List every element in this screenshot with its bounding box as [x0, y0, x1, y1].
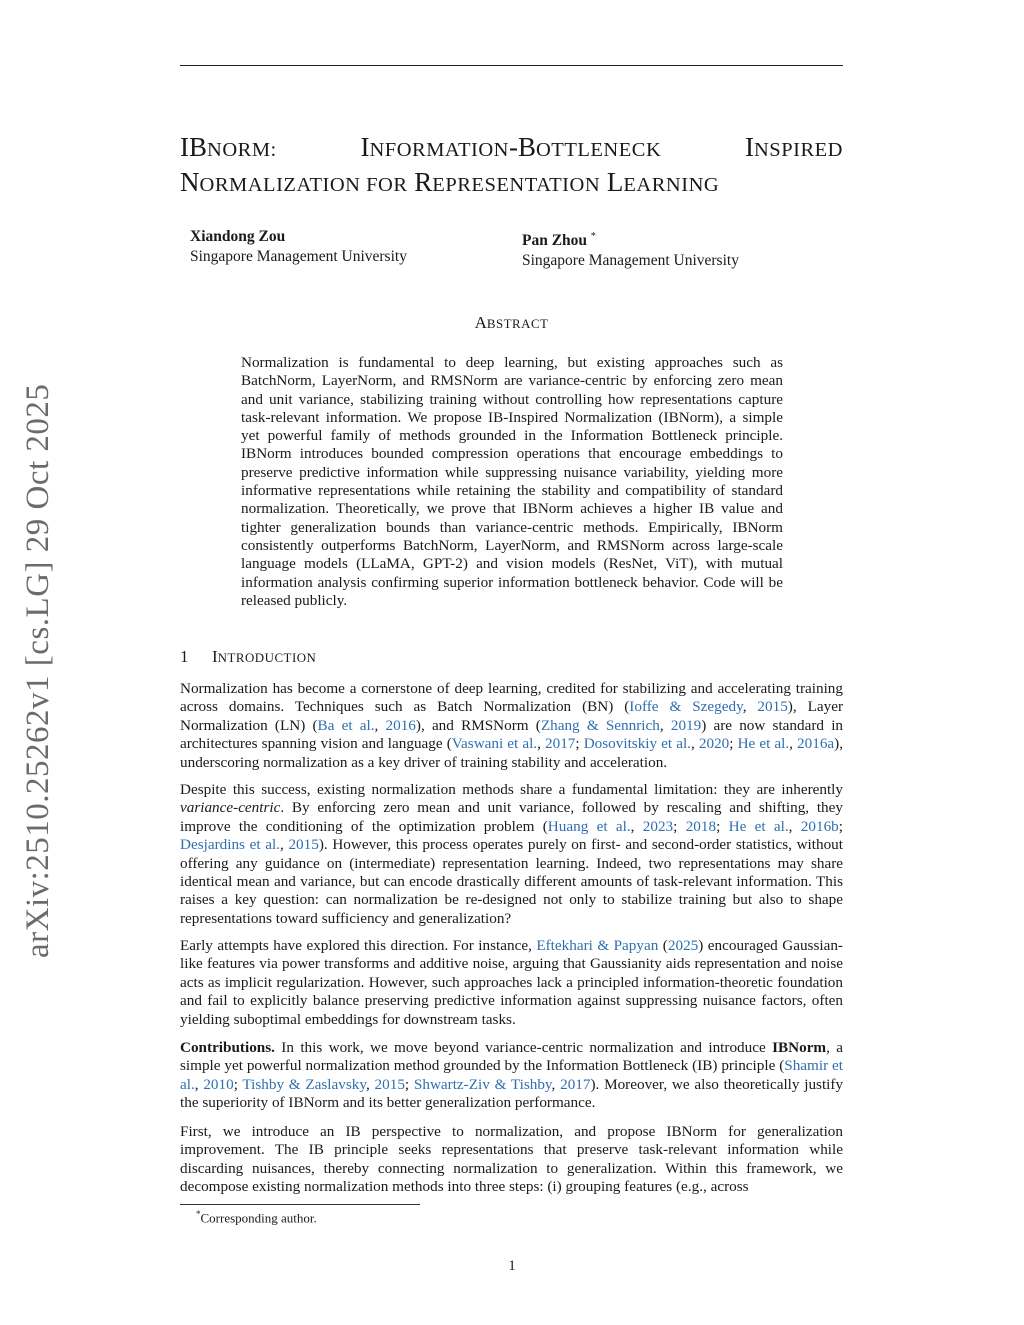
citation-link[interactable]: Eftekhari & Papyan — [536, 937, 659, 954]
citation-link[interactable]: He et al. — [737, 735, 790, 753]
footnote — [196, 1209, 317, 1226]
citation-link[interactable]: 2016 — [385, 716, 416, 734]
author-block-2 — [522, 227, 739, 271]
citation-link[interactable]: 2023 — [642, 817, 674, 835]
author-name: Xiandong Zou — [190, 228, 286, 245]
citation-link[interactable]: 2015 — [757, 698, 788, 716]
section-heading: 1 INTRODUCTION — [180, 647, 317, 666]
citation-link[interactable]: 2016b — [800, 817, 839, 835]
citation-link[interactable]: 2015 — [288, 836, 319, 854]
arxiv-watermark: arXiv:2510.25262v1 [cs.LG] 29 Oct 2025 — [20, 383, 56, 958]
citation-link[interactable]: 2019 — [670, 716, 702, 734]
author-block-1 — [190, 227, 407, 267]
top-rule — [180, 65, 843, 66]
citation-link[interactable]: Vaswani et al. — [451, 735, 538, 753]
citation-link[interactable]: 2017 — [560, 1075, 591, 1093]
author-affiliation: Singapore Management University — [522, 252, 739, 270]
ibnorm-bold: IBNorm — [772, 1039, 827, 1056]
citation-link[interactable]: Shwartz-Ziv & Tishby — [413, 1075, 552, 1093]
citation-link[interactable]: 2017 — [545, 735, 576, 753]
author-name: Pan Zhou — [522, 232, 588, 250]
citation-link[interactable]: 2015 — [374, 1075, 405, 1093]
title-word-1: IBNORM: — [180, 132, 277, 162]
page-number: 1 — [508, 1258, 516, 1274]
intro-paragraph-3: Early attempts have explored this direction. For instance, Eftekhari & Papyan (2025) encouraged Gaussian-like features via power transforms and additive noise, arguing that Gaussianity aids representation and noise acts as implicit regularization. However, such approaches lack a principled information-theoretic foundation and fail to explicitly balance preserving predictive information against suppressing nuisance factors, often yielding suboptimal embeddings for downstream tasks. — [180, 937, 843, 1028]
abstract-text: Normalization is fundamental to deep learning, but existing approaches such as BatchNorm, LayerNorm, and RMSNorm are variance-centric by enforcing zero mean and unit variance, stabilizing training without controlling how representations capture task-relevant information. We propose IB-Inspired Normalization (IBNorm), a simple yet powerful family of methods grounded in the Information Bottleneck principle. IBNorm introduces bounded compression operations that encourage embeddings to preserve predictive information while suppressing nuisance variability, yielding more informative representations while retaining the stability and compatibility of standard normalization. Theoretically, we prove that IBNorm achieves a higher IB value and tighter generalization bounds than variance-centric methods. Empirically, IBNorm consistently outperforms BatchNorm, LayerNorm, and RMSNorm across large-scale language models (LLaMA, GPT-2) and vision models (ResNet, ViT), with mutual information analysis confirming superior information bottleneck behavior. Code will be released publicly. — [241, 354, 783, 609]
citation-link[interactable]: 2025 — [667, 937, 699, 954]
intro-paragraph-1: Normalization has become a cornerstone of deep learning, credited for stabilizing and accelerating training across domains. Techniques such as Batch Normalization (BN) (Ioffe & Szegedy, 2015), Layer Normalization (LN) (Ba et al., 2016), and RMSNorm (Zhang & Sennrich, 2019) are now standard in architectures spanning vision and language (Vaswani et al., 2017; Dosovitskiy et al., 2020; He et al., 2016a), underscoring normalization as a key driver of training stability and acceleration. — [180, 680, 844, 771]
footnote-mark: * — [196, 1209, 201, 1219]
section-number: 1 — [180, 647, 189, 666]
citation-link[interactable]: He et al. — [728, 817, 789, 835]
citation-link[interactable]: Shamir et al. — [180, 1057, 843, 1093]
citation-link[interactable]: Huang et al. — [547, 817, 631, 835]
citation-link[interactable]: 2020 — [698, 735, 730, 753]
paper-title-line-1 — [180, 130, 843, 167]
emphasis: variance-centric — [180, 799, 281, 817]
contributions-lead: Contributions. — [180, 1039, 275, 1056]
author-affiliation: Singapore Management University — [190, 248, 407, 265]
citation-link[interactable]: 2018 — [685, 817, 717, 835]
citation-link[interactable]: Desjardins et al. — [180, 836, 280, 854]
citation-link[interactable]: 2016a — [797, 735, 835, 753]
abstract-heading: ABSTRACT — [474, 313, 549, 332]
title-word-3: INSPIRED — [744, 132, 843, 162]
paper-title-line-2: NORMALIZATION FOR REPRESENTATION LEARNING — [180, 167, 720, 197]
author-footnote-mark: * — [590, 231, 596, 242]
citation-link[interactable]: 2010 — [203, 1075, 234, 1093]
citation-link[interactable]: Ioffe & Szegedy — [629, 698, 743, 716]
intro-paragraph-5: First, we introduce an IB perspective to normalization, and propose IBNorm for generalization improvement. The IB principle seeks representations that preserve task-relevant information while discarding nuisances, thereby connecting normalization to generalization. Within this framework, we decompose existing normalization methods into three steps: (i) grouping features (e.g., across — [180, 1123, 843, 1196]
citation-link[interactable]: Dosovitskiy et al. — [583, 735, 691, 753]
citation-link[interactable]: Zhang & Sennrich — [540, 716, 660, 734]
footnote-text: Corresponding author. — [200, 1210, 317, 1226]
intro-paragraph-2: Despite this success, existing normalization methods share a fundamental limitation: they are inherently variance-centric. By enforcing zero mean and unit variance, followed by rescaling and shifting, they improve the conditioning of the optimization problem (Huang et al., 2023; 2018; He et al., 2016b; Desjardins et al., 2015). However, this process operates purely on first- and second-order statistics, without offering any guidance on (intermediate) representation learning. Indeed, two representations may share identical mean and variance, but can encode drastically different amounts of task-relevant information. This raises a key question: can normalization be re-designed not only to stabilize training but also to shape representations toward sufficiency and generalization? — [180, 781, 843, 927]
citation-link[interactable]: Tishby & Zaslavsky — [242, 1075, 366, 1093]
citation-link[interactable]: Ba et al. — [317, 716, 375, 734]
footnote-rule — [180, 1204, 420, 1205]
title-word-2: INFORMATION-BOTTLENECK — [360, 132, 662, 162]
contributions-paragraph: Contributions. In this work, we move beyond variance-centric normalization and introduce IBNorm, a simple yet powerful normalization method grounded by the Information Bottleneck (IB) principle (Shamir et al., 2010; Tishby & Zaslavsky, 2015; Shwartz-Ziv & Tishby, 2017). Moreover, we also theoretically justify the superiority of IBNorm and its better generalization performance. — [180, 1039, 844, 1112]
